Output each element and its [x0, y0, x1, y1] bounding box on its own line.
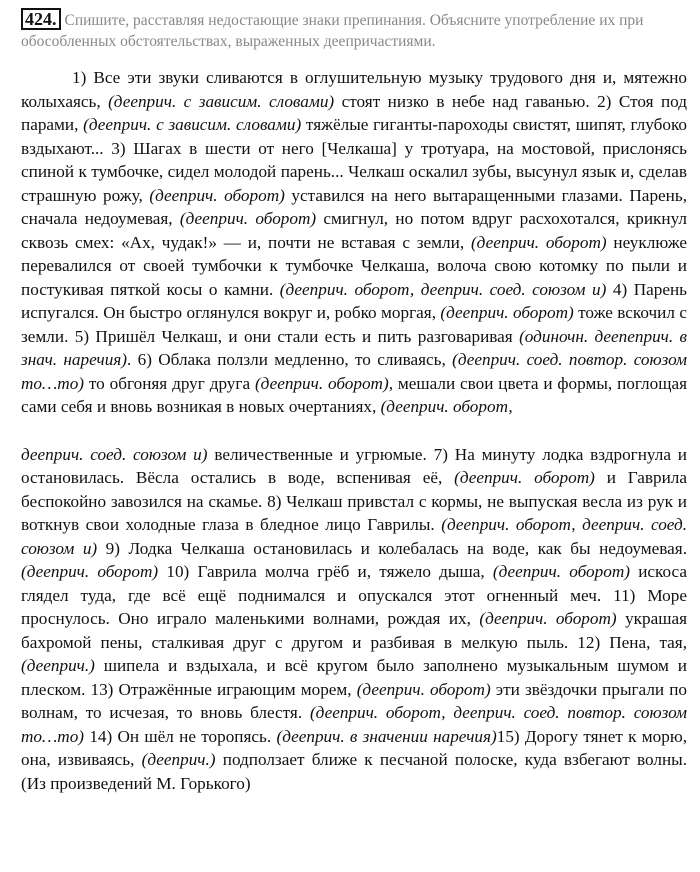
- text-segment: тяжёлые гиганты-пароходы свистят, шипят, глубоко вздыхают... 3) Шагах в шести от него [Челкаша] у тротуара, на мостовой, прислонясь спиной к тумбочке, сидел молодой парень... Челкаш оскалил зубы, высунул язык и, сделав страшную рожу,: [21, 115, 688, 205]
- grammar-annotation: (дееприч. оборот): [21, 562, 159, 581]
- text-segment: 9) Лодка Челкаша остановилась и колебалась на воде, как бы недоумевая.: [97, 538, 687, 558]
- grammar-annotation: дееприч. соед. союзом и): [21, 444, 208, 464]
- text-segment: стоят низко в небе над гаванью. 2) Стоя под парами,: [21, 91, 687, 134]
- text-segment: тоже вскочил с земли. 5) Пришёл Челкаш, и они стали есть и пить разговаривая: [21, 303, 687, 346]
- grammar-annotation: (дееприч. оборот): [254, 373, 389, 393]
- grammar-annotation: (дееприч.): [21, 656, 95, 675]
- text-segment: украшая бахромой пены, сталкивая друг с другом и разбивая в мелкую пыль. 12) Пена, тая,: [21, 609, 687, 652]
- text-segment: искоса глядел туда, где всё ещё поднимался и опускался этот огненный меч. 11) Море проснулось. Оно играло маленькими волнами, рождая их,: [21, 562, 687, 628]
- paragraph-2: [21, 443, 687, 796]
- text-segment: смигнул, но потом вдруг расхохотался, крикнул сквозь смех: «Ах, чудак!» — и, почти не вставая с земли,: [21, 209, 687, 252]
- grammar-annotation: (дееприч. оборот): [149, 185, 285, 205]
- text-segment: 14) Он шёл не торопясь.: [84, 726, 277, 746]
- text-segment: , мешали свои цвета и формы, поглощая сами себя и вновь возникая в новых очертаниях,: [21, 373, 687, 416]
- grammar-annotation: (дееприч. оборот,: [380, 397, 513, 416]
- grammar-annotation: (дееприч. оборот): [454, 468, 595, 487]
- text-segment: и Гаврила беспокойно завозился на скамье. 8) Челкаш привстал с кормы, не выпуская весла из рук и воткнув свои холодные глаза в бледное лицо Гаврилы.: [21, 468, 688, 534]
- text-segment: эти звёздочки прыгали по волнам, то исчезая, то вновь блестя.: [21, 679, 687, 722]
- text-segment: то обгоняя друг друга: [84, 373, 255, 393]
- text-segment: величественные и угрюмые. 7) На минуту лодка вздрогнула и остановилась. Вёсла остались в воде, вспенивая её,: [21, 444, 687, 487]
- grammar-annotation: (дееприч. оборот, дееприч. соед. союзом и): [21, 515, 687, 558]
- text-segment: уставился на него вытаращенными глазами. Парень, сначала недоумевая,: [21, 185, 687, 228]
- text-segment: 10) Гаврила молча грёб и, тяжело дыша,: [158, 562, 493, 581]
- grammar-annotation: (дееприч. оборот, дееприч. соед. союзом и): [279, 279, 607, 299]
- grammar-annotation: (дееприч. с зависим. словами): [108, 91, 335, 111]
- text-segment: 15) Дорогу тянет к морю, она, извиваясь,: [21, 726, 687, 769]
- grammar-annotation: (дееприч.): [141, 750, 216, 769]
- text-segment: . 6) Облака ползли медленно, то сливаясь,: [127, 350, 453, 369]
- text-segment: неуклюже перевалился от своей тумбочки к тумбочке Челкаша, волоча свою котомку по пыли и постукивая пяткой косы о камни.: [21, 232, 688, 299]
- paragraph-1: [21, 66, 687, 419]
- grammar-annotation: (дееприч. оборот): [492, 562, 630, 581]
- exercise-text: [21, 66, 687, 795]
- task-instruction: Спишите, расставляя недостающие знаки препинания. Объясните употребление их при обособленных обстоятельствах, выраженных деепричастиями.: [21, 12, 644, 50]
- grammar-annotation: (дееприч. в значении наречия): [276, 726, 497, 746]
- text-segment: подползает ближе к песчаной полоске, куда взбегают волны. (Из произведений М. Горького): [21, 750, 687, 793]
- grammar-annotation: (дееприч. оборот): [470, 232, 607, 252]
- exercise-number: 424.: [21, 8, 61, 30]
- grammar-annotation: (дееприч. с зависим. словами): [83, 115, 302, 134]
- grammar-annotation: (одиночн. деепеприч. в знач. наречия): [21, 326, 688, 369]
- grammar-annotation: (дееприч. оборот, дееприч. соед. повтор. союзом то…то): [21, 703, 687, 746]
- grammar-annotation: (дееприч. оборот): [440, 303, 574, 322]
- grammar-annotation: (дееприч. оборот): [179, 209, 317, 228]
- grammar-annotation: (дееприч. оборот): [356, 679, 491, 699]
- text-segment: 1) Все эти звуки сливаются в оглушительную музыку трудового дня и, мятежно колыхаясь,: [21, 68, 687, 111]
- task-header: [21, 8, 691, 52]
- grammar-annotation: (дееприч. соед. повтор. союзом то…то): [21, 350, 688, 393]
- text-segment: 4) Парень испугался. Он быстро оглянулся вокруг и, робко моргая,: [21, 279, 687, 322]
- text-segment: шипела и вздыхала, и всё кругом было заполнено музыкальным шумом и плеском. 13) Отражённые играющим морем,: [21, 656, 687, 699]
- grammar-annotation: (дееприч. оборот): [479, 609, 617, 628]
